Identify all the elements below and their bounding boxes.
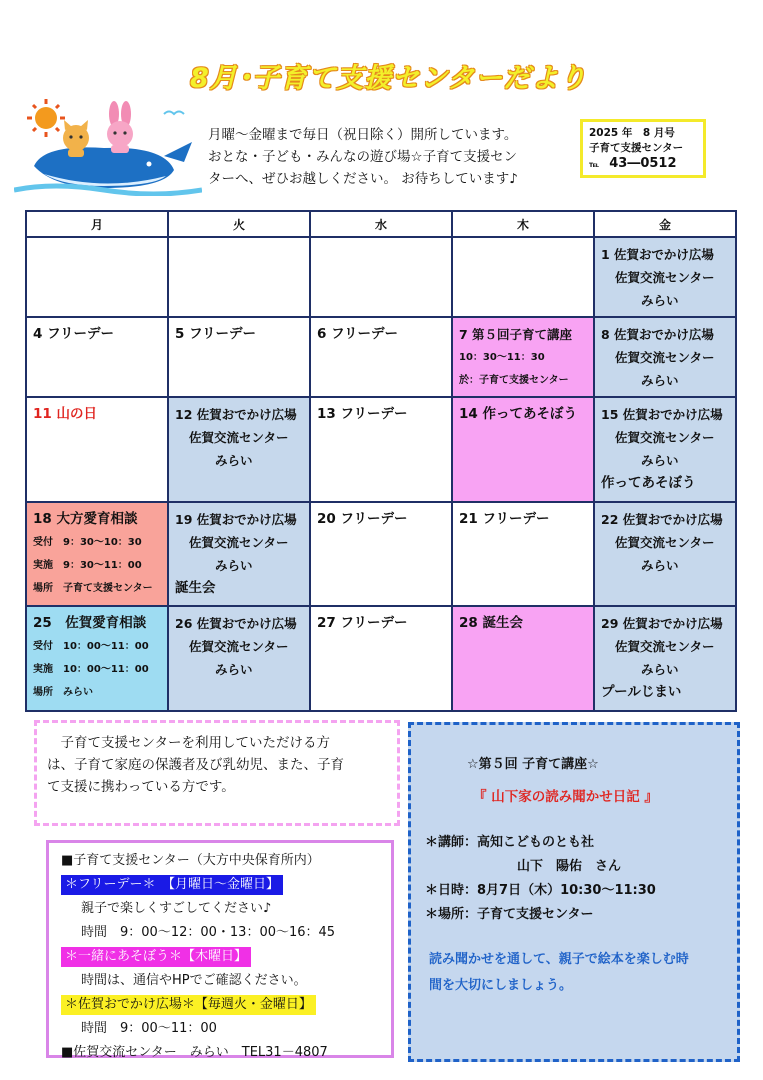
calendar-cell — [26, 606, 168, 711]
page-title: 8月･子育て支援センターだより — [190, 63, 588, 94]
holiday-line: 11 山の日 — [33, 406, 97, 423]
calendar-cell — [594, 317, 736, 397]
calendar-cell — [452, 237, 594, 317]
event-line: 15 佐賀おでかけ広場 — [601, 407, 723, 423]
calendar-cell — [26, 237, 168, 317]
calendar-cell — [168, 502, 310, 607]
event-line: 1 佐賀おでかけ広場 — [601, 247, 714, 262]
center-name: ■子育て支援センター（大方中央保育所内） — [61, 853, 320, 868]
play-label: ＊一緒にあそぼう＊【木曜日】 — [61, 947, 251, 967]
calendar-cell — [452, 606, 594, 711]
calendar-cell — [168, 397, 310, 502]
sun-icon — [27, 99, 65, 137]
event-line: みらい — [641, 453, 679, 469]
event-line: 於：子育て支援センター — [459, 375, 569, 387]
lecture-place: ＊場所：子育て支援センター — [425, 907, 594, 922]
play-desc: 時間は、通信やHPでご確認ください。 — [81, 973, 307, 988]
event-line: 佐賀交流センター — [615, 430, 715, 446]
event-line: 実施 9：30～11：00 — [33, 559, 142, 571]
tel-number: 43―0512 — [609, 156, 677, 171]
day-header-wed: 水 — [310, 211, 452, 237]
calendar-cell — [452, 502, 594, 607]
event-line: 場所 子育て支援センター — [33, 582, 153, 594]
lecture-message-line: 間を大切にしましょう。 — [429, 978, 573, 993]
day-header-mon: 月 — [26, 211, 168, 237]
calendar-cell — [168, 606, 310, 711]
event-line: 27 フリーデー — [317, 615, 408, 632]
calendar-cell — [310, 606, 452, 711]
calendar-header-row — [26, 211, 736, 237]
calendar-cell — [594, 606, 736, 711]
event-line: 受付 9：30～10：30 — [33, 536, 142, 548]
day-header-fri: 金 — [594, 211, 736, 237]
event-line: 28 誕生会 — [459, 615, 523, 632]
calendar-cell — [310, 317, 452, 397]
event-line: みらい — [215, 453, 253, 469]
center-info-box — [46, 840, 394, 1058]
calendar-cell — [594, 502, 736, 607]
rabbit-icon — [107, 101, 133, 153]
calendar-cell — [168, 317, 310, 397]
calendar-cell — [310, 502, 452, 607]
calendar-cell — [26, 317, 168, 397]
lecture-date: ＊日時：8月7日（木）10:30～11:30 — [425, 883, 656, 898]
event-line: 29 佐賀おでかけ広場 — [601, 616, 723, 632]
event-line: 5 フリーデー — [175, 326, 257, 343]
event-line: 佐賀交流センター — [189, 639, 289, 655]
event-line: 26 佐賀おでかけ広場 — [175, 616, 297, 632]
whale-sun-characters-illustration — [14, 96, 202, 196]
issue-date: 2025 年 8 月号 — [589, 127, 675, 139]
event-line: 22 佐賀おでかけ広場 — [601, 511, 723, 527]
lecture-box — [408, 722, 740, 1062]
event-line: 佐賀交流センター — [189, 534, 289, 550]
event-line: 佐賀交流センター — [615, 350, 715, 366]
event-line: 6 フリーデー — [317, 326, 399, 343]
event-line: 10：30～11：30 — [459, 352, 545, 364]
event-line: みらい — [641, 373, 679, 389]
event-line: プールじまい — [601, 684, 682, 701]
calendar-week-row — [26, 317, 736, 397]
calendar-cell — [594, 237, 736, 317]
notice-line: 子育て支援センターを利用していただける方 — [47, 735, 330, 751]
issue-box — [580, 119, 706, 178]
calendar-cell — [26, 397, 168, 502]
event-line: 8 佐賀おでかけ広場 — [601, 327, 714, 343]
intro-line: ターへ、ぜひお越しください。 お待ちしています♪ — [208, 171, 518, 187]
intro-line: おとな・子ども・みんなの遊び場☆子育て支援セン — [208, 149, 518, 165]
intro-line: 月曜～金曜まで毎日（祝日除く）開所しています。 — [208, 127, 518, 143]
calendar-cell — [452, 317, 594, 397]
free-day-time: 時間 9：00～12：00・13：00～16：45 — [81, 925, 336, 940]
lecture-message — [425, 947, 725, 999]
lecture-teacher-name: 山下 陽佑 さん — [517, 859, 622, 874]
lecture-message-line: 読み聞かせを通して、親子で絵本を楽しむ時 — [429, 952, 689, 967]
free-day-desc: 親子で楽しくすごしてください♪ — [81, 901, 272, 916]
event-line: 14 作ってあそぼう — [459, 406, 577, 423]
event-line: 19 佐賀おでかけ広場 — [175, 511, 297, 527]
event-line: 21 フリーデー — [459, 510, 550, 527]
event-line: 25 佐賀愛育相談 — [33, 615, 147, 632]
calendar-cell — [26, 502, 168, 607]
tel-icon: ℡ — [589, 160, 600, 169]
event-line: 佐賀交流センター — [615, 270, 715, 285]
lecture-teacher: ＊講師：高知こどものとも社 — [425, 835, 595, 850]
event-line: 受付 10：00～11：00 — [33, 641, 149, 653]
calendar-week-row — [26, 502, 736, 607]
event-line: 13 フリーデー — [317, 406, 408, 423]
calendar-cell — [310, 237, 452, 317]
event-line: みらい — [641, 293, 679, 308]
notice-line: て支援に携わっている方です。 — [47, 779, 235, 795]
event-line: 12 佐賀おでかけ広場 — [175, 407, 297, 423]
whale-icon — [14, 142, 202, 194]
calendar-week-row — [26, 237, 736, 317]
lecture-title: ☆第５回 子育て講座☆ — [467, 757, 599, 772]
event-line: 場所 みらい — [33, 687, 93, 699]
eligibility-notice — [34, 720, 400, 826]
event-line: 佐賀交流センター — [615, 639, 715, 655]
calendar-table — [25, 210, 737, 712]
event-line: 20 フリーデー — [317, 510, 408, 527]
calendar-cell — [168, 237, 310, 317]
notice-line: は、子育て家庭の保護者及び乳幼児、また、子育 — [47, 757, 344, 773]
calendar-cell — [310, 397, 452, 502]
intro-text — [208, 124, 580, 190]
saga-label: ＊佐賀おでかけ広場＊【毎週火・金曜日】 — [61, 995, 316, 1015]
calendar-week-row — [26, 606, 736, 711]
free-day-label: ＊フリーデー＊ 【月曜日～金曜日】 — [61, 875, 283, 895]
day-header-thu: 木 — [452, 211, 594, 237]
event-line: 実施 10：00～11：00 — [33, 664, 149, 676]
day-header-tue: 火 — [168, 211, 310, 237]
event-line: みらい — [641, 557, 679, 573]
calendar-cell — [594, 397, 736, 502]
calendar-week-row — [26, 397, 736, 502]
event-line: 7 第５回子育て講座 — [459, 327, 573, 343]
lecture-name: 『 山下家の読み聞かせ日記 』 — [473, 789, 658, 805]
saga-center: ■佐賀交流センター みらい TEL31－4807 — [61, 1045, 328, 1060]
event-line: みらい — [641, 662, 679, 678]
issue-tel — [589, 156, 697, 172]
saga-time: 時間 9：00～11：00 — [81, 1021, 217, 1036]
event-line: 佐賀交流センター — [615, 534, 715, 550]
event-line: 作ってあそぼう — [601, 475, 696, 492]
bird-icon — [164, 112, 184, 115]
event-line: 佐賀交流センター — [189, 430, 289, 446]
calendar-cell — [452, 397, 594, 502]
event-line: みらい — [215, 662, 253, 678]
event-line: 誕生会 — [175, 579, 216, 596]
issue-org: 子育て支援センター — [589, 142, 684, 154]
event-line: 18 大方愛育相談 — [33, 510, 138, 527]
event-line: 4 フリーデー — [33, 326, 115, 343]
event-line: みらい — [215, 557, 253, 573]
